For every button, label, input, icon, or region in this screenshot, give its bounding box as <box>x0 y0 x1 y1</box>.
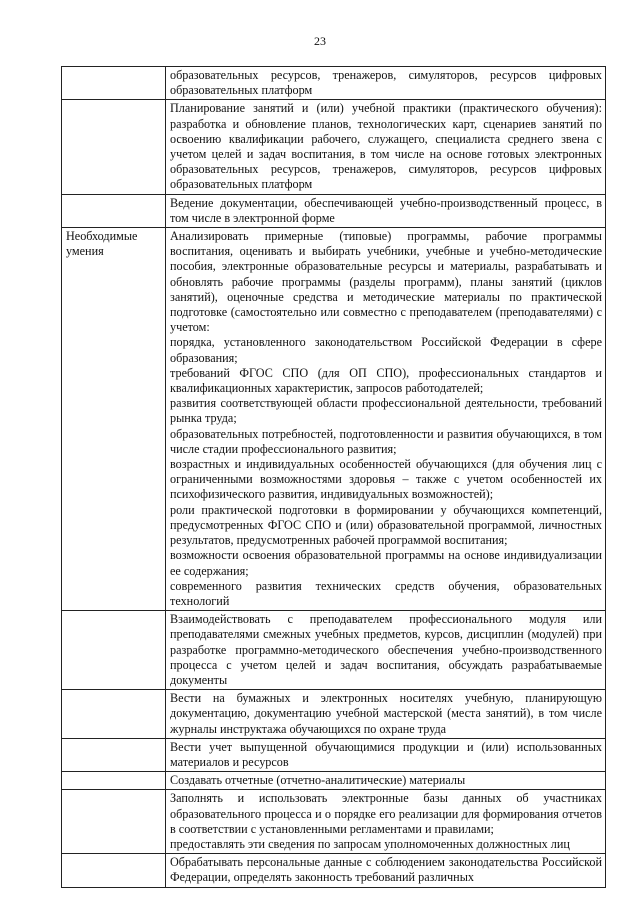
page-number: 23 <box>314 34 326 48</box>
skill-paragraph: развития соответствующей области профессиональной деятельности, требований рынка труда; <box>170 396 602 426</box>
table-row <box>62 690 606 739</box>
table-row <box>62 738 606 771</box>
skill-paragraph: Анализировать примерные (типовые) программы, рабочие программы воспитания, оценивать и выбирать учебники, учебные и учебно-методические пособия, электронные образовательные ресурсы и материалы, разрабатывать и обновлять рабочие программы (разделы программ), планы занятий (циклов занятий), оценочные средства и методические материалы по практической подготовке (самостоятельно или совместно с преподавателем (преподавателями) с учетом: <box>170 229 602 335</box>
skill-paragraph: требований ФГОС СПО (для ОП СПО), профессиональных стандартов и квалификационных характеристик, запросов работодателей; <box>170 365 602 396</box>
table-row <box>62 100 606 194</box>
table-row <box>62 228 606 611</box>
row-text: Вести на бумажных и электронных носителях учебную, планирующую документацию, документацию учебной мастерской (места занятий), в том числе журналы инструктажа обучающихся по охране труда <box>166 690 606 739</box>
skill-paragraph: образовательных потребностей, подготовленности и развития обучающихся, в том числе стадии профессионального развития; <box>170 426 602 456</box>
row-paragraph: предоставлять эти сведения по запросам уполномоченных должностных лиц <box>170 836 570 851</box>
row-text: образовательных ресурсов, тренажеров, симуляторов, ресурсов цифровых образовательных платформ <box>166 67 606 100</box>
row-label <box>62 772 166 790</box>
section-label-skills: Необходимые умения <box>62 228 166 611</box>
row-paragraph: Заполнять и использовать электронные базы данных об участниках образовательного процесса и о порядке его реализации для формирования отчетов в соответствии с установленными регламентами и правилами; <box>170 791 602 836</box>
table-row <box>62 611 606 690</box>
row-text: Создавать отчетные (отчетно-аналитические) материалы <box>166 772 606 790</box>
row-label <box>62 790 166 854</box>
skill-paragraph: порядка, установленного законодательством Российской Федерации в сфере образования; <box>170 335 602 365</box>
row-text: Ведение документации, обеспечивающей учебно-производственный процесс, в том числе в электронной форме <box>166 194 606 227</box>
row-text: Взаимодействовать с преподавателем профессионального модуля или преподавателями смежных учебных предметов, курсов, дисциплин (модулей) при разработке программно-методического обеспечения учебно-производственного процесса с учетом целей и задач воспитания, обсуждать разрабатываемые документы <box>166 611 606 690</box>
row-text: Вести учет выпущенной обучающимися продукции и (или) использованных материалов и ресурсов <box>166 738 606 771</box>
row-label <box>62 611 166 690</box>
skill-paragraph: возможности освоения образовательной программы на основе индивидуализации ее содержания; <box>170 548 602 578</box>
row-label <box>62 67 166 100</box>
row-label <box>62 854 166 887</box>
table-row <box>62 67 606 100</box>
skill-paragraph: современного развития технических средств обучения, образовательных технологий <box>170 578 602 608</box>
row-label <box>62 100 166 194</box>
row-text: Планирование занятий и (или) учебной практики (практического обучения): разработка и обновление планов, технологических карт, сценариев занятий по освоению квалификации рабочего, служащего, специалиста среднего звена с учетом целей и задач воспитания, в том числе на основе готовых электронных образовательных ресурсов, тренажеров, симуляторов, ресурсов цифровых образовательных платформ <box>166 100 606 194</box>
row-label <box>62 690 166 739</box>
table-row <box>62 790 606 854</box>
row-label <box>62 194 166 227</box>
skill-paragraph: возрастных и индивидуальных особенностей обучающихся (для обучения лиц с ограниченными возможностями здоровья – также с учетом особенностей их психофизического развития, индивидуальных возможностей); <box>170 457 602 502</box>
table-row <box>62 194 606 227</box>
requirements-table <box>61 66 606 888</box>
table-row <box>62 854 606 887</box>
skill-paragraph: роли практической подготовки в формировании у обучающихся компетенций, предусмотренных ФГОС СПО и (или) образовательной программой, личностных результатов, предусмотренных рабочей программой воспитания; <box>170 502 602 548</box>
row-text <box>166 228 606 611</box>
row-text <box>166 790 606 854</box>
table-row <box>62 772 606 790</box>
row-text: Обрабатывать персональные данные с соблюдением законодательства Российской Федерации, определять законность требований различных <box>166 854 606 887</box>
row-label <box>62 738 166 771</box>
